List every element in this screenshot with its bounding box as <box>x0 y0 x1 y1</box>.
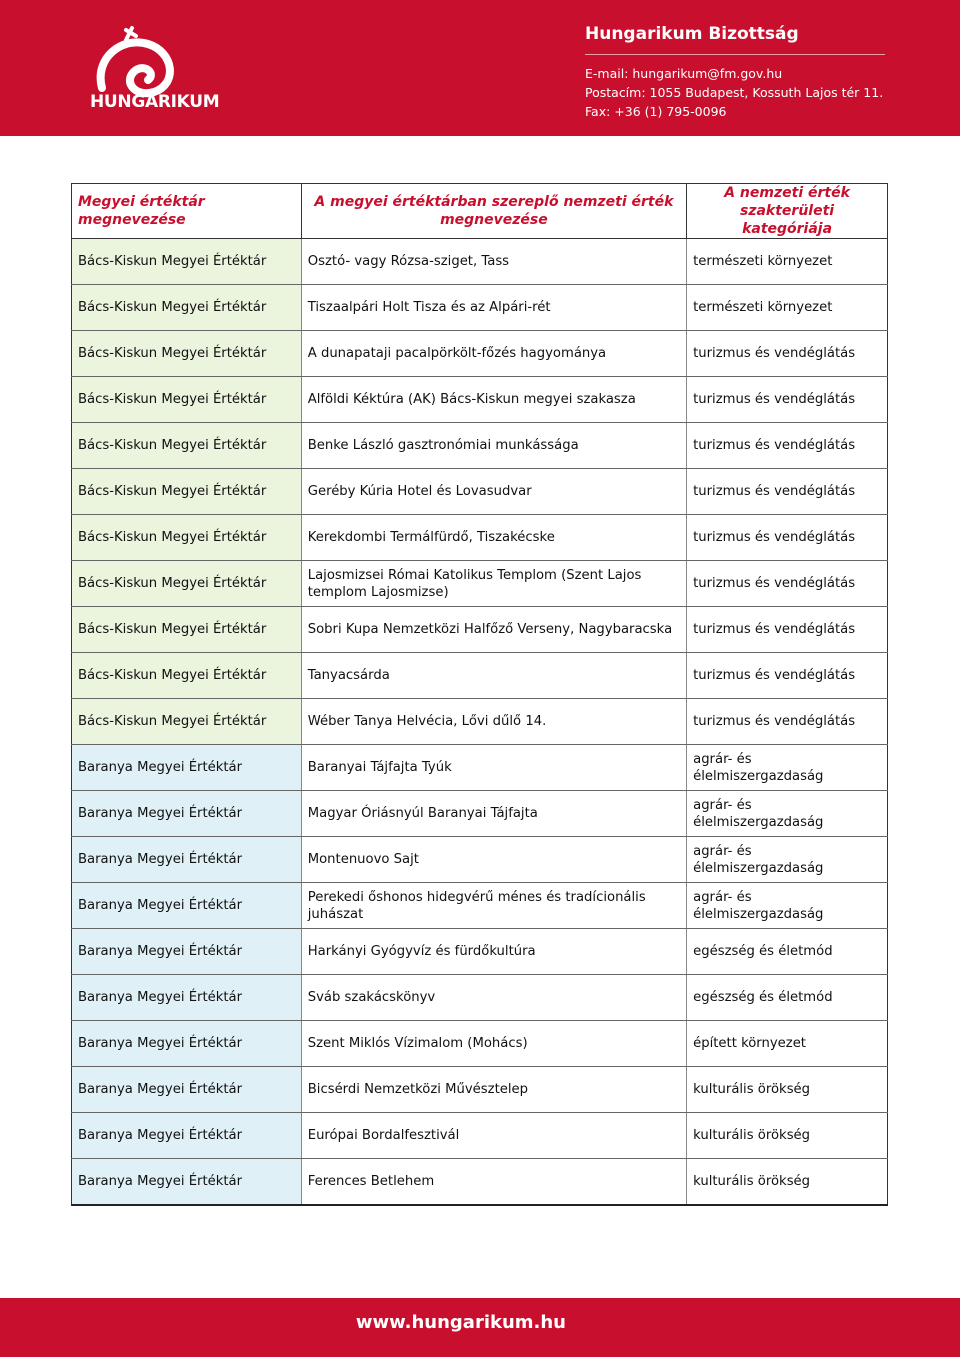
footer-url-link[interactable]: www.hungarikum.hu <box>355 1312 566 1333</box>
table-row <box>72 653 888 699</box>
table-row <box>72 377 888 423</box>
table-row <box>72 285 888 331</box>
cell-category: turizmus és vendéglátás <box>687 469 888 515</box>
table-row <box>72 423 888 469</box>
cell-county: Baranya Megyei Értéktár <box>72 975 302 1021</box>
cell-value-name: Montenuovo Sajt <box>301 837 686 883</box>
cell-value-name: Harkányi Gyógyvíz és fürdőkultúra <box>301 929 686 975</box>
organization-title: Hungarikum Bizottság <box>585 24 799 44</box>
table-row <box>72 975 888 1021</box>
cell-value-name: Ferences Betlehem <box>301 1159 686 1206</box>
table-row <box>72 561 888 607</box>
table-row <box>72 929 888 975</box>
cell-value-name: Geréby Kúria Hotel és Lovasudvar <box>301 469 686 515</box>
cell-value-name: A dunapataji pacalpörkölt-főzés hagyománya <box>301 331 686 377</box>
cell-county: Bács-Kiskun Megyei Értéktár <box>72 699 302 745</box>
table-row <box>72 239 888 285</box>
cell-county: Baranya Megyei Értéktár <box>72 745 302 791</box>
cell-category: agrár- és élelmiszergazdaság <box>687 745 888 791</box>
table-row <box>72 1067 888 1113</box>
cell-value-name: Sváb szakácskönyv <box>301 975 686 1021</box>
cell-value-name: Lajosmizsei Római Katolikus Templom (Szent Lajos templom Lajosmizse) <box>301 561 686 607</box>
cell-value-name: Tiszaalpári Holt Tisza és az Alpári-rét <box>301 285 686 331</box>
table-row <box>72 837 888 883</box>
cell-value-name: Alföldi Kéktúra (AK) Bács-Kiskun megyei szakasza <box>301 377 686 423</box>
cell-value-name: Európai Bordalfesztivál <box>301 1113 686 1159</box>
cell-value-name: Kerekdombi Termálfürdő, Tiszakécske <box>301 515 686 561</box>
cell-value-name: Tanyacsárda <box>301 653 686 699</box>
table-body <box>72 239 888 1206</box>
cell-category: egészség és életmód <box>687 975 888 1021</box>
table-row <box>72 791 888 837</box>
cell-value-name: Perekedi őshonos hidegvérű ménes és tradícionális juhászat <box>301 883 686 929</box>
cell-county: Baranya Megyei Értéktár <box>72 883 302 929</box>
header-divider <box>585 54 885 55</box>
cell-county: Bács-Kiskun Megyei Értéktár <box>72 653 302 699</box>
column-header-county: Megyei értéktár megnevezése <box>72 184 302 239</box>
column-header-category: A nemzeti érték szakterületi kategóriája <box>687 184 888 239</box>
cell-county: Baranya Megyei Értéktár <box>72 1021 302 1067</box>
cell-county: Bács-Kiskun Megyei Értéktár <box>72 239 302 285</box>
table-row <box>72 1021 888 1067</box>
table-row <box>72 745 888 791</box>
cell-value-name: Baranyai Tájfajta Tyúk <box>301 745 686 791</box>
table-row <box>72 607 888 653</box>
cell-value-name: Magyar Óriásnyúl Baranyai Tájfajta <box>301 791 686 837</box>
cell-category: agrár- és élelmiszergazdaság <box>687 837 888 883</box>
cell-county: Bács-Kiskun Megyei Értéktár <box>72 607 302 653</box>
cell-category: turizmus és vendéglátás <box>687 331 888 377</box>
cell-county: Baranya Megyei Értéktár <box>72 837 302 883</box>
table-row <box>72 469 888 515</box>
cell-county: Baranya Megyei Értéktár <box>72 791 302 837</box>
cell-category: agrár- és élelmiszergazdaság <box>687 883 888 929</box>
table-row <box>72 883 888 929</box>
table-row <box>72 515 888 561</box>
cell-category: kulturális örökség <box>687 1067 888 1113</box>
table-row <box>72 1159 888 1206</box>
page-header <box>0 0 960 136</box>
table-row <box>72 1113 888 1159</box>
values-table <box>71 183 888 1206</box>
cell-county: Baranya Megyei Értéktár <box>72 1159 302 1206</box>
cell-value-name: Benke László gasztronómiai munkássága <box>301 423 686 469</box>
cell-county: Baranya Megyei Értéktár <box>72 1113 302 1159</box>
cell-value-name: Wéber Tanya Helvécia, Lővi dűlő 14. <box>301 699 686 745</box>
cell-category: természeti környezet <box>687 285 888 331</box>
cell-category: kulturális örökség <box>687 1159 888 1206</box>
cell-category: épített környezet <box>687 1021 888 1067</box>
cell-county: Bács-Kiskun Megyei Értéktár <box>72 561 302 607</box>
table-row <box>72 699 888 745</box>
cell-county: Bács-Kiskun Megyei Értéktár <box>72 285 302 331</box>
page-footer <box>0 1298 960 1357</box>
cell-county: Bács-Kiskun Megyei Értéktár <box>72 423 302 469</box>
cell-value-name: Szent Miklós Vízimalom (Mohács) <box>301 1021 686 1067</box>
table-header-row <box>72 184 888 239</box>
cell-category: turizmus és vendéglátás <box>687 377 888 423</box>
cell-county: Bács-Kiskun Megyei Értéktár <box>72 331 302 377</box>
cell-county: Bács-Kiskun Megyei Értéktár <box>72 515 302 561</box>
cell-value-name: Sobri Kupa Nemzetközi Halfőző Verseny, Nagybaracska <box>301 607 686 653</box>
cell-county: Bács-Kiskun Megyei Értéktár <box>72 377 302 423</box>
logo-text: HUNGARIKUM <box>90 92 220 112</box>
contact-fax: Fax: +36 (1) 795-0096 <box>585 104 727 119</box>
cell-category: agrár- és élelmiszergazdaság <box>687 791 888 837</box>
cell-category: turizmus és vendéglátás <box>687 561 888 607</box>
column-header-value: A megyei értéktárban szereplő nemzeti érték megnevezése <box>301 184 686 239</box>
cell-category: turizmus és vendéglátás <box>687 699 888 745</box>
contact-email[interactable]: E-mail: hungarikum@fm.gov.hu <box>585 66 783 81</box>
contact-address: Postacím: 1055 Budapest, Kossuth Lajos tér 11. <box>585 85 884 100</box>
cell-category: turizmus és vendéglátás <box>687 653 888 699</box>
cell-value-name: Bicsérdi Nemzetközi Művésztelep <box>301 1067 686 1113</box>
cell-county: Baranya Megyei Értéktár <box>72 1067 302 1113</box>
cell-category: természeti környezet <box>687 239 888 285</box>
cell-county: Baranya Megyei Értéktár <box>72 929 302 975</box>
cell-category: turizmus és vendéglátás <box>687 607 888 653</box>
cell-category: kulturális örökség <box>687 1113 888 1159</box>
cell-value-name: Osztó- vagy Rózsa-sziget, Tass <box>301 239 686 285</box>
cell-category: turizmus és vendéglátás <box>687 423 888 469</box>
cell-category: turizmus és vendéglátás <box>687 515 888 561</box>
cell-county: Bács-Kiskun Megyei Értéktár <box>72 469 302 515</box>
cell-category: egészség és életmód <box>687 929 888 975</box>
table-row <box>72 331 888 377</box>
